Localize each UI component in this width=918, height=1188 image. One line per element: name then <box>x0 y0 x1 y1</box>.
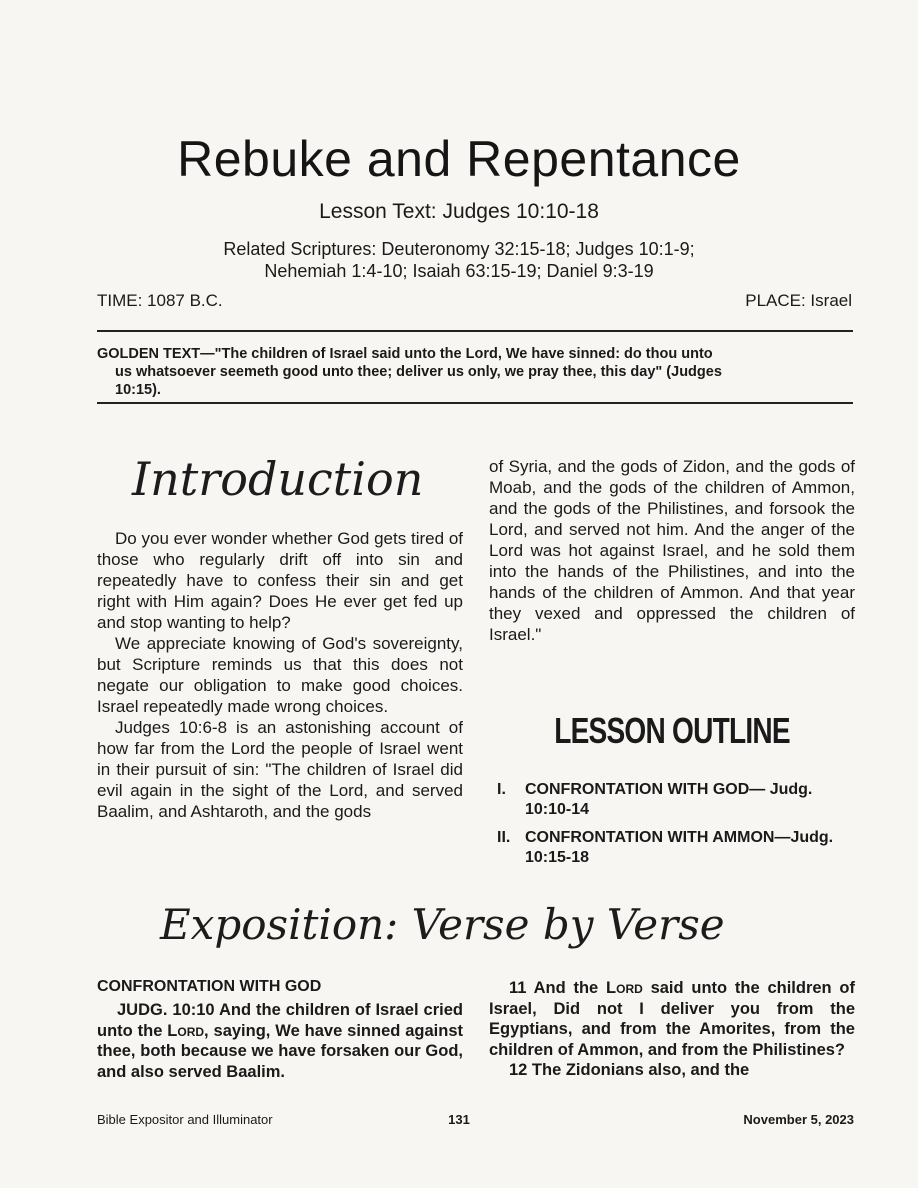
lesson-place: PLACE: Israel <box>745 291 852 310</box>
verse-10 <box>97 1000 463 1082</box>
lesson-outline-heading: LESSON OUTLINE <box>554 710 790 751</box>
introduction-left-column <box>97 528 463 822</box>
exposition-heading: Exposition: Verse by Verse <box>160 900 725 949</box>
related-line-2: Nehemiah 1:4-10; Isaiah 63:15-19; Daniel 9:3-19 <box>264 261 654 281</box>
verse-12: 12 The Zidonians also, and the <box>509 1061 750 1079</box>
section-heading: CONFRONTATION WITH GOD <box>97 978 322 995</box>
related-scriptures <box>0 238 918 282</box>
outline-text: CONFRONTATION WITH GOD— Judg. 10:10-14 <box>525 781 813 818</box>
footer-page-number: 131 <box>448 1112 470 1127</box>
verse-10-lord: Lord <box>167 1021 205 1040</box>
golden-text-line-1: GOLDEN TEXT—"The children of Israel said unto the Lord, We have sinned: do thou unto <box>97 346 713 362</box>
outline-item <box>497 828 855 868</box>
bottom-rule <box>97 402 853 404</box>
outline-item <box>497 780 855 820</box>
intro-paragraph-3: Judges 10:6-8 is an astonishing account of how far from the Lord the people of Israel went in their pursuit of sin: "The children of Israel did evil again in the sight of the Lord, and served Baalim, and Ashtaroth, and the gods <box>97 718 463 821</box>
introduction-right-column <box>489 456 855 645</box>
golden-text-line-3: 10:15). <box>115 382 161 398</box>
lesson-text: Lesson Text: Judges 10:10-18 <box>319 200 599 223</box>
verse-10-part-1: JUDG. 10:10 And the children of Israel cried unto the <box>97 1001 463 1040</box>
outline-number: II. <box>497 829 511 846</box>
verse-11-part-2: said unto the children of Israel, Did not I deliver you from the Egyptians, and from the Amorites, from the children of Ammon, and from the Philistines? <box>489 979 855 1059</box>
golden-text <box>97 345 853 399</box>
introduction-heading: Introduction <box>132 452 424 506</box>
verse-11 <box>489 978 855 1060</box>
footer-publication: Bible Expositor and Illuminator <box>97 1112 273 1127</box>
footer-date: November 5, 2023 <box>743 1112 854 1127</box>
exposition-right-column <box>489 978 855 1081</box>
intro-paragraph-2: We appreciate knowing of God's sovereignty, but Scripture reminds us that this does not negate our obligation to make good choices. Israel repeatedly made wrong choices. <box>97 634 463 716</box>
intro-paragraph-4: of Syria, and the gods of Zidon, and the gods of Moab, and the gods of the children of Ammon, and the gods of the Philistines, and forsook the Lord, and served not him. And the anger of the Lord was hot against Israel, and he sold them into the hands of the Philistines, and into the hands of the children of Ammon. And that year they vexed and oppressed the children of Israel." <box>489 457 855 644</box>
page-title: Rebuke and Repentance <box>177 131 741 187</box>
outline-number: I. <box>497 781 506 798</box>
lesson-outline <box>497 780 855 876</box>
top-rule <box>97 330 853 332</box>
outline-text: CONFRONTATION WITH AMMON—Judg. 10:15-18 <box>525 829 834 866</box>
exposition-left-column <box>97 1000 463 1082</box>
verse-10-part-2: , saying, We have sinned against thee, both because we have forsaken our God, and also served Baalim. <box>97 1021 463 1081</box>
intro-paragraph-1: Do you ever wonder whether God gets tired of those who regularly drift off into sin and repeatedly have to confess their sin and get right with Him again? Does He ever get fed up and stop wanting to help? <box>97 529 463 632</box>
golden-text-line-2: us whatsoever seemeth good unto thee; deliver us only, we pray thee, this day" (Judges <box>115 364 722 380</box>
related-line-1: Related Scriptures: Deuteronomy 32:15-18; Judges 10:1-9; <box>223 239 695 259</box>
verse-11-lord: Lord <box>606 979 643 997</box>
verse-11-part-1: 11 And the <box>509 979 607 997</box>
lesson-time: TIME: 1087 B.C. <box>97 291 223 310</box>
